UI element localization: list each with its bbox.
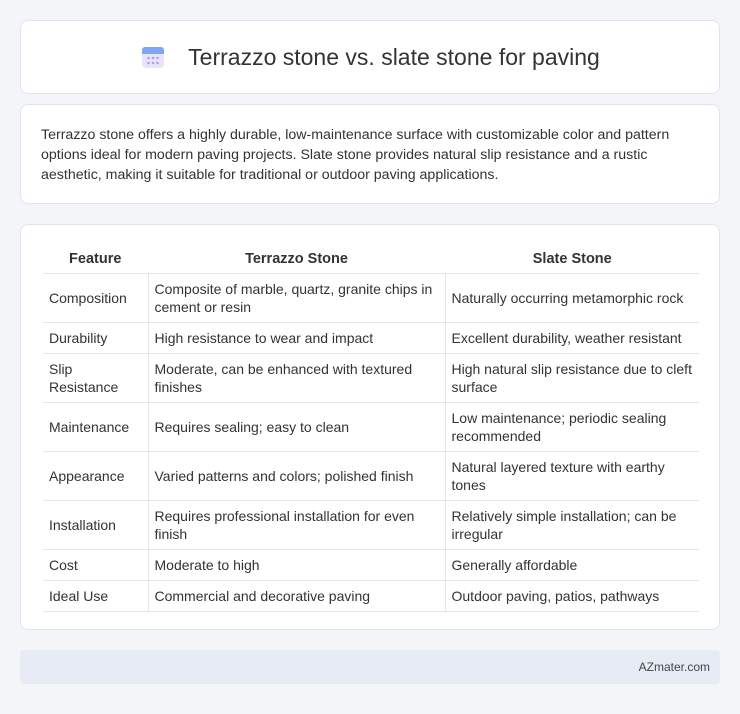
slate-cell: Naturally occurring metamorphic rock	[445, 273, 699, 322]
table-row	[43, 500, 699, 549]
terrazzo-cell: Commercial and decorative paving	[148, 580, 445, 611]
slate-cell: Relatively simple installation; can be irregular	[445, 500, 699, 549]
comparison-table	[43, 245, 699, 612]
feature-cell: Maintenance	[43, 402, 148, 451]
feature-cell: Durability	[43, 322, 148, 353]
terrazzo-cell: Moderate to high	[148, 549, 445, 580]
feature-cell: Slip Resistance	[43, 353, 148, 402]
slate-cell: Outdoor paving, patios, pathways	[445, 580, 699, 611]
slate-cell: Low maintenance; periodic sealing recommended	[445, 402, 699, 451]
terrazzo-cell: Requires sealing; easy to clean	[148, 402, 445, 451]
feature-cell: Cost	[43, 549, 148, 580]
slate-cell: Generally affordable	[445, 549, 699, 580]
terrazzo-cell: High resistance to wear and impact	[148, 322, 445, 353]
terrazzo-cell: Requires professional installation for even finish	[148, 500, 445, 549]
feature-cell: Ideal Use	[43, 580, 148, 611]
slate-cell: Excellent durability, weather resistant	[445, 322, 699, 353]
feature-cell: Composition	[43, 273, 148, 322]
title-card	[20, 20, 720, 94]
terrazzo-cell: Composite of marble, quartz, granite chips in cement or resin	[148, 273, 445, 322]
header-feature: Feature	[43, 245, 148, 273]
table-row	[43, 451, 699, 500]
table-row	[43, 402, 699, 451]
footer-bar	[20, 650, 720, 684]
table-row	[43, 353, 699, 402]
intro-card	[20, 104, 720, 204]
table-header-row	[43, 245, 699, 273]
table-row	[43, 273, 699, 322]
intro-text: Terrazzo stone offers a highly durable, low-maintenance surface with customizable color and pattern options ideal for modern paving projects. Slate stone provides natural slip resistance and a rustic aesthetic, making it suitable for traditional or outdoor paving applications.	[41, 127, 670, 183]
slate-cell: Natural layered texture with earthy tones	[445, 451, 699, 500]
terrazzo-cell: Moderate, can be enhanced with textured finishes	[148, 353, 445, 402]
comparison-card	[20, 224, 720, 630]
table-row	[43, 580, 699, 611]
calendar-icon	[140, 44, 166, 70]
page-title: Terrazzo stone vs. slate stone for paving	[188, 43, 600, 70]
terrazzo-cell: Varied patterns and colors; polished finish	[148, 451, 445, 500]
table-row	[43, 549, 699, 580]
header-slate: Slate Stone	[445, 245, 699, 273]
table-row	[43, 322, 699, 353]
header-terrazzo: Terrazzo Stone	[148, 245, 445, 273]
footer-brand[interactable]: AZmater.com	[638, 660, 710, 674]
feature-cell: Appearance	[43, 451, 148, 500]
feature-cell: Installation	[43, 500, 148, 549]
slate-cell: High natural slip resistance due to cleft surface	[445, 353, 699, 402]
